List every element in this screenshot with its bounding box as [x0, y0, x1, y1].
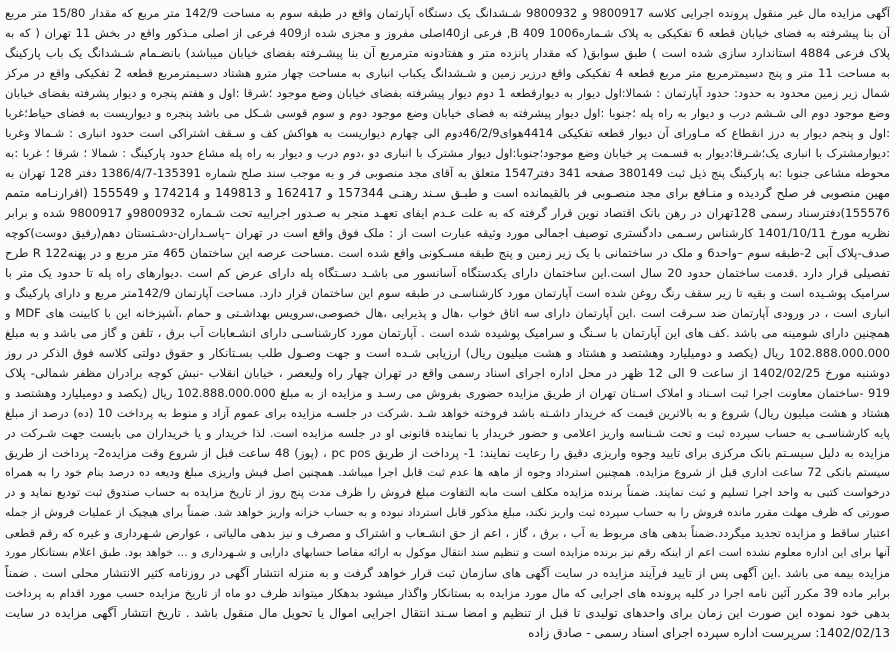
notice-line: پلاک فرعی 4884 استاندارد سازی شده است ) طبق سوابق( که مقدار پانزده متر و هفتادونه مترمربع آن بنا پیشـرفته بفضای خیابان میباشد) بانضـمام شـشدانگ یک باب پارکینگ — [5, 46, 890, 60]
notice-line: مزایده بیمه می باشد .این آگهی پس از تایید فرآیند مزایده در سایت آگهی های سازمان ثبت قرار خواهد گرفت و به منزله انتشار آگهی در روزنامه کثیر الانتشار محلی است . ضمناً — [5, 566, 890, 580]
notice-signature-line: 1402/02/13: سرپرست اداره سپرده اجرای اسناد رسمی - صادق زاده — [528, 626, 890, 640]
notice-line: پایه کارشناسـی به حساب سپرده ثبت و تحت شـناسه واریز اعلامی و حضور خریدار یا نماینده قانونی او در جلسه مزایده است. لذا خریدار و یا خریداران می بایست جهت شـرکت در — [5, 426, 890, 440]
notice-line: اعتبار ساقط و مزایده تجدید میگردد.ضمناً بدهی های مربوط به آب ، برق ، گاز ، اعم از حق انشـعاب و اشتراک و مصرف و نیز بدهی مالیاتی ، عوارض شـهرداری و غیره که رقم قطعی — [5, 526, 890, 540]
notice-line: :دیوارمشترک با انباری یک؛شـرقا:دیوار به قسـمت پر خیابان وضع موجود؛جنوبا:اول دیوار مشترک با انباری دو ،دوم درب و دیوار به راه پله مشاع حدود پارکینگ : شمالا ؛ شرقا ؛ غربا :به — [5, 146, 890, 160]
auction-notice — [5, 3, 890, 643]
notice-line: 155576)دفترسناد رسمی 128تهران در رهن بانک اقتصاد نوین قرار گرفته که به علت عـدم ایفای تعهـد منجر به صـدور اجراییه تحت شـماره 9800932و 9800917 شده و برابر — [5, 206, 890, 220]
notice-line: بدهی خود نموده این صورت این زمان برای واحدهای تولیدی تا قبل از تنظیم و امضا سـند انتقال اجرایی اموال یا تحویل مال منقول باشد . تاریخ انتشار آگهی مزایده در سایت — [5, 606, 890, 620]
notice-line: 919 -ساختمان معاونت اجرا ثبت اسـناد و املاک اسـتان تهران از طریق مزایده حضوری بفروش می رسـد و مزایده از به مبلغ 102.888.000.000 ریال (یکصد و دومیلیارد وهشتصد و — [5, 386, 890, 400]
notice-line: به مساحت 11 متر و پنج دسیمترمربع متر مربع قطعه 4 تفکیکی واقع درزیر زمین و شـشدانگ یکباب انباری به مساحت چهار مترو هشتاد دسـیمترمربع قطعه 2 تفکیکی واقع در مرکز — [5, 66, 890, 80]
notice-line: محوطه مشاعی جنوبا :به پارکینگ پنج ذیل ثبت 380149 صفحه 341 دفتر1547 متعلق به آقای مجد منصوبی فر و به موجب سند صلح شماره 135391-1386/4/7 دفتر 128 تهران به — [5, 166, 890, 180]
notice-line: :اول و پنجم دیوار به درز انقطاع که مـاورای آن دیوار قطعه تفکیکی 4414هوای46/2/9دوم الی چهارم دیواریست به هواکش کف و سـقف اشتراکی است حدود انباری : شـمالا وغربا — [5, 126, 890, 140]
notice-line: نظریه مورخ 1401/10/11 کارشناس رسـمی دادگستری توصیف اجمالی مورد وثیقه عبارت است از : ملک فوق واقع است در تهران –پاسـداران-دشـتستان دهم(رفیق دوست)کوچه — [5, 226, 890, 240]
notice-line: مزایده به دلیل سیسـتم بانک مرکزی برای تایید وجوه واریزی دقیق را رعایت نمایند: 1- پرداخت از طریق pc pos ، (پوز) 48 ساعت قبل از شروع وقت مزایده2- پرداخت از طریق — [5, 446, 890, 460]
notice-line: وضع موجود دوم الی شـشم درب و دیوار به راه پله ؛جنوبا :اول دیوار پیشرفته به فضای خیابان وضع موجود دوم و سوم قوسی شـکل می باشد پنجره و دیواریست به فضای حیاط؛غربا — [5, 106, 890, 120]
notice-line: صدف-پلاک آبی 2-طبقه سوم –واحد6 و ملک در ساختمانی با یک زیر زمین و پنج طبقه مسـکونی واقع شده است .مساحت عرصه این ساختمان 465 متر مربع و در پهنهR 122 طرح — [5, 246, 890, 260]
notice-line: آن بنا پیشرفته به فضای خیابان قطعه 6 تفکیکی به پلاک شـماره1006 B 409, فرعی از40اصلی مفروز و مجزی شده از409 فرعی از اصلی مـذکور واقع در بخش 11 تهران ( که به — [5, 26, 890, 40]
notice-line: برابر ماده 39 مکرر آئین نامه اجرا در کلیه پرونده های اجرایی که مال مورد مزایده به بستانکار واگذار میشود بدهکار میتواند ظرف دو ماه از تاریخ مزایده حسب مورد اقدام به پرداخت — [5, 586, 890, 600]
notice-line: شمال زیر زمین محدود به حدود: حدود آپارتمان : شمالا:اول دیوار به دیوارقطعه 1 دوم دیوار پیشرفته بفضای خیابان وضع موجود ؛شرقا :اول و هفتم پنجره و دیوار پشرفته بفضای خیابان — [5, 86, 890, 100]
notice-line: همچنین دارای شومینه می باشد .کف های این آپارتمان با سـنگ و سرامیک پوشیده شده است . آپارتمان مورد کارشناسـی دارای انشـعابات آب برق ، تلفن و گاز می باشد و به مبلغ — [5, 326, 890, 340]
notice-line: درخواست کتبی به واحد اجرا تسلیم و ثبت نمایند. ضمناً برنده مزایده مکلف است مابه التفاوت مبلغ فروش را ظرف مدت پنج روز از تاریخ مزایده به حساب صندوق ثبت تودیع نماید و در — [5, 486, 890, 499]
notice-line: صورتی که ظرف مهلت مقرر مانده فروش را به حساب سپرده ثبت واریز نکند، مبلغ مذکور قابل استرداد نبوده و به حساب خزانه واریز خواهد شد. ضمناً برای هیچیک از عملیات فروش از جمله — [5, 506, 890, 519]
notice-line: 102.888.000.000 ریال (یکصد و دومیلیارد وهشتصد و هشتاد و هشت میلیون ریال) ارزیابی شـده است و جهت وصـول طلب بسـتانکار و حقوق دولتی کلاسه فوق الذکر در روز — [5, 346, 890, 360]
notice-line: تفصیلی قرار دارد .قدمت ساختمان حدود 20 سال است.این ساختمان دارای یکدستگاه آسانسور می باشـد دسـتگاه پله دارای عرض کم است .دیوارهای راه پله تا حدود یک متر با — [5, 266, 890, 280]
notice-line: سیستم بانکی 72 ساعت اداری قبل از شروع مزایده. همچنین استرداد وجوه از ماهه ها عدم ثبت قابل اجرا میباشد. همچنین اصل فیش واریزی مبلغ ودیعه ده درصد بنام خود را به همراه — [5, 466, 890, 479]
notice-line: سرامیک پوشـیده است و بقیه تا زیر سقف رنگ روغن شده است آپارتمان مورد کارشناسـی در طبقه سوم این ساختمان قرار دارد. مساحت آپارتمان 142/9متر مربع و دارای پارکینگ و — [5, 286, 890, 300]
notice-line: هشتاد و هشت میلیون ریال) شروع و به بالاترین قیمت که خریدار داشـته باشد فروخته خواهد شـد .شرکت در جلسـه مزایده برای عموم آزاد و منوط به پرداخت 10 (ده) درصد از مبلغ — [5, 406, 890, 420]
notice-line: آگهی مزایده مال غیر منقول پرونده اجرایی کلاسه 9800917 و 9800932 شـشدانگ یک دستگاه آپارتمان واقع در طبقه سوم به مساحت 142/9 متر مربع که مقدار 15/80 متر مربع — [5, 6, 890, 20]
notice-line: انباری است ، در ورودی آپارتمان ضد سـرقت است .این آپارتمان دارای سه اتاق خواب ،هال و پذیرایی ،هال خصوصی،سرویس بهداشـتی و حمام ،آشپزخانه این با کابینت های MDF و — [5, 306, 890, 320]
notice-line: آنها برای این اداره معلوم نشده است اعم از اینکه رقم نیز برنده مزایده است و تنظیم سند انتقال موکول به ارائه مفاصا حسابهای دارایی و شـهرداری و ... خواهد بود. طبق اعلام بستانکار مورد — [5, 546, 890, 559]
notice-line: مهین منصوبی فر صلح گردیده و منـافع برای مجد منصـوبی فر بالقیمانده است و طبـق سـند رهنـی 157344 و 162417 و 149813 و 174214 و 155549 (اقرارنـامه متمم — [5, 186, 890, 200]
notice-line: دوشنبه مورخ 1402/02/25 از ساعت 9 الی 12 ظهر در محل اداره اجرای اسناد رسمی واقع در تهران چهار راه ولیعصر ، خیابان انقلاب -نبش کوچه برادران مظفر شمالی- پلاک — [5, 366, 890, 380]
